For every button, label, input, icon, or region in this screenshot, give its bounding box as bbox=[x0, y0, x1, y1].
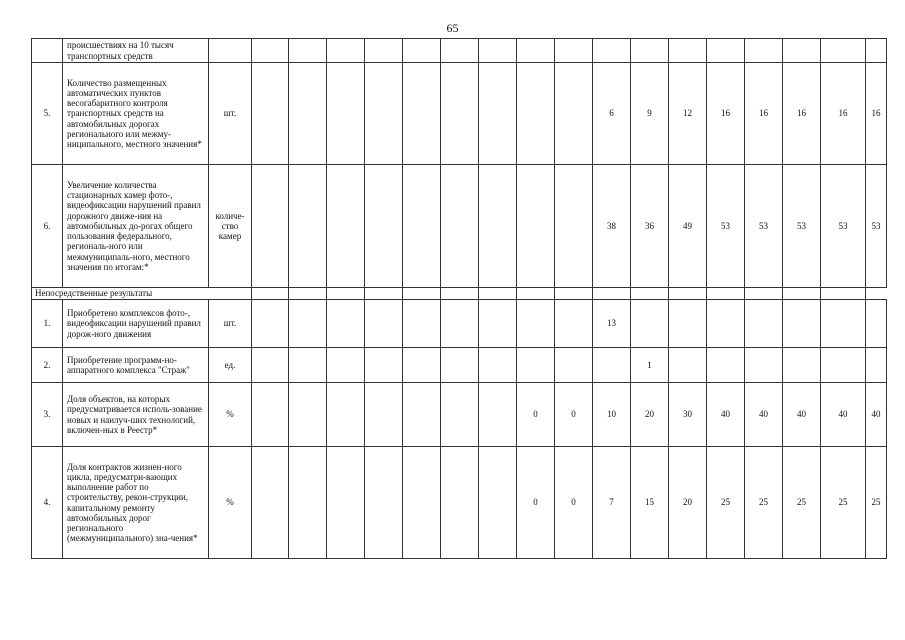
value-cell bbox=[517, 63, 555, 165]
value-cell: 25 bbox=[821, 447, 866, 559]
value-cell bbox=[365, 63, 403, 165]
value-cell bbox=[289, 300, 327, 348]
value-cell bbox=[403, 39, 441, 63]
value-cell: 13 bbox=[593, 300, 631, 348]
value-cell bbox=[479, 300, 517, 348]
value-cell: 53 bbox=[745, 165, 783, 288]
value-cell: 15 bbox=[631, 447, 669, 559]
value-cell bbox=[441, 39, 479, 63]
value-cell bbox=[517, 348, 555, 383]
value-cell bbox=[327, 165, 365, 288]
value-cell bbox=[479, 383, 517, 447]
value-cell: 7 bbox=[593, 447, 631, 559]
indicator-description: Доля объектов, на которых предусматривается исполь-зование новых и наилуч-ших технологий, включен-ных в Реестр* bbox=[63, 383, 209, 447]
value-cell bbox=[669, 39, 707, 63]
value-cell: 0 bbox=[555, 447, 593, 559]
value-cell bbox=[327, 300, 365, 348]
value-cell bbox=[479, 39, 517, 63]
table-row bbox=[32, 63, 887, 165]
value-cell bbox=[669, 300, 707, 348]
value-cell: 20 bbox=[631, 383, 669, 447]
value-cell bbox=[252, 63, 289, 165]
value-cell bbox=[631, 300, 669, 348]
value-cell: 20 bbox=[669, 447, 707, 559]
table-row bbox=[32, 39, 887, 63]
unit-cell: шт. bbox=[209, 63, 252, 165]
indicators-table bbox=[31, 38, 887, 559]
indicator-description: Количество размещенных автоматических пунктов весогабаритного контроля транспортных средств на автомобильных дорогах регионального или межму-ниципального, местного значения* bbox=[63, 63, 209, 165]
value-cell bbox=[707, 300, 745, 348]
value-cell bbox=[289, 165, 327, 288]
row-number: 1. bbox=[32, 300, 63, 348]
value-cell bbox=[365, 165, 403, 288]
value-cell bbox=[517, 300, 555, 348]
indicator-description: Приобретено комплексов фото-, видеофиксации нарушений правил дорож-ного движения bbox=[63, 300, 209, 348]
value-cell bbox=[441, 383, 479, 447]
unit-cell: % bbox=[209, 447, 252, 559]
value-cell: 25 bbox=[866, 447, 887, 559]
value-cell bbox=[555, 63, 593, 165]
row-number: 6. bbox=[32, 165, 63, 288]
value-cell bbox=[866, 39, 887, 63]
value-cell bbox=[289, 447, 327, 559]
value-cell: 1 bbox=[631, 348, 669, 383]
value-cell bbox=[365, 300, 403, 348]
value-cell bbox=[403, 383, 441, 447]
value-cell bbox=[631, 39, 669, 63]
value-cell bbox=[745, 348, 783, 383]
table-row bbox=[32, 300, 887, 348]
value-cell: 36 bbox=[631, 165, 669, 288]
section-label: Непосредственные результаты bbox=[32, 288, 252, 300]
value-cell bbox=[252, 383, 289, 447]
value-cell bbox=[441, 447, 479, 559]
value-cell bbox=[441, 165, 479, 288]
value-cell bbox=[821, 39, 866, 63]
value-cell bbox=[593, 39, 631, 63]
value-cell: 6 bbox=[593, 63, 631, 165]
table-body-top bbox=[32, 39, 887, 288]
value-cell bbox=[821, 348, 866, 383]
unit-cell: ед. bbox=[209, 348, 252, 383]
value-cell bbox=[252, 39, 289, 63]
table-row bbox=[32, 383, 887, 447]
value-cell bbox=[327, 383, 365, 447]
value-cell bbox=[289, 63, 327, 165]
value-cell: 40 bbox=[707, 383, 745, 447]
value-cell: 16 bbox=[821, 63, 866, 165]
value-cell: 49 bbox=[669, 165, 707, 288]
page-number: 65 bbox=[446, 21, 459, 35]
value-cell bbox=[289, 348, 327, 383]
value-cell: 40 bbox=[821, 383, 866, 447]
value-cell bbox=[289, 39, 327, 63]
value-cell bbox=[327, 63, 365, 165]
value-cell bbox=[479, 165, 517, 288]
unit-cell: количе-ство камер bbox=[209, 165, 252, 288]
value-cell bbox=[783, 348, 821, 383]
table-row bbox=[32, 165, 887, 288]
value-cell: 10 bbox=[593, 383, 631, 447]
value-cell bbox=[783, 39, 821, 63]
value-cell: 53 bbox=[866, 165, 887, 288]
value-cell bbox=[252, 447, 289, 559]
value-cell bbox=[403, 63, 441, 165]
value-cell bbox=[479, 348, 517, 383]
value-cell bbox=[707, 39, 745, 63]
value-cell: 0 bbox=[517, 383, 555, 447]
value-cell bbox=[403, 165, 441, 288]
indicator-description: происшествиях на 10 тысяч транспортных средств bbox=[63, 39, 209, 63]
indicator-description: Доля контрактов жизнен-ного цикла, предусматри-вающих выполнение работ по строительству, рекон-струкции, капитальному ремонту автомобильных дорог регионального (межмуниципального) зна-чения* bbox=[63, 447, 209, 559]
value-cell: 16 bbox=[866, 63, 887, 165]
row-number: 4. bbox=[32, 447, 63, 559]
value-cell bbox=[327, 39, 365, 63]
value-cell: 38 bbox=[593, 165, 631, 288]
row-number bbox=[32, 39, 63, 63]
indicator-description: Увеличение количества стационарных камер фото-, видеофиксации нарушений правил дорожного движе-ния на автомобильных до-рогах общего пользования федерального, региональ-ного или межмуниципаль-ного, местного значения по итогам:* bbox=[63, 165, 209, 288]
value-cell bbox=[441, 300, 479, 348]
value-cell bbox=[403, 348, 441, 383]
row-number: 5. bbox=[32, 63, 63, 165]
value-cell bbox=[555, 165, 593, 288]
value-cell: 53 bbox=[783, 165, 821, 288]
value-cell: 9 bbox=[631, 63, 669, 165]
value-cell: 25 bbox=[783, 447, 821, 559]
value-cell: 30 bbox=[669, 383, 707, 447]
value-cell bbox=[289, 383, 327, 447]
value-cell bbox=[866, 300, 887, 348]
value-cell: 25 bbox=[745, 447, 783, 559]
value-cell bbox=[403, 300, 441, 348]
value-cell bbox=[593, 348, 631, 383]
value-cell bbox=[365, 39, 403, 63]
value-cell bbox=[365, 383, 403, 447]
value-cell bbox=[555, 348, 593, 383]
value-cell: 12 bbox=[669, 63, 707, 165]
value-cell bbox=[441, 63, 479, 165]
unit-cell: шт. bbox=[209, 300, 252, 348]
value-cell bbox=[783, 300, 821, 348]
value-cell: 16 bbox=[745, 63, 783, 165]
value-cell: 40 bbox=[783, 383, 821, 447]
value-cell: 16 bbox=[783, 63, 821, 165]
section-row bbox=[32, 288, 887, 300]
value-cell bbox=[403, 447, 441, 559]
value-cell: 53 bbox=[707, 165, 745, 288]
table-body-bottom bbox=[32, 300, 887, 559]
value-cell bbox=[327, 348, 365, 383]
value-cell bbox=[517, 165, 555, 288]
value-cell bbox=[479, 447, 517, 559]
value-cell bbox=[441, 348, 479, 383]
value-cell bbox=[517, 39, 555, 63]
value-cell bbox=[745, 39, 783, 63]
value-cell bbox=[821, 300, 866, 348]
row-number: 3. bbox=[32, 383, 63, 447]
value-cell: 0 bbox=[555, 383, 593, 447]
value-cell: 16 bbox=[707, 63, 745, 165]
value-cell bbox=[479, 63, 517, 165]
value-cell bbox=[327, 447, 365, 559]
value-cell: 25 bbox=[707, 447, 745, 559]
value-cell: 40 bbox=[866, 383, 887, 447]
value-cell bbox=[555, 300, 593, 348]
value-cell bbox=[252, 165, 289, 288]
value-cell: 40 bbox=[745, 383, 783, 447]
unit-cell: % bbox=[209, 383, 252, 447]
value-cell bbox=[555, 39, 593, 63]
value-cell bbox=[745, 300, 783, 348]
value-cell bbox=[252, 348, 289, 383]
value-cell bbox=[866, 348, 887, 383]
value-cell: 0 bbox=[517, 447, 555, 559]
table-row bbox=[32, 348, 887, 383]
value-cell bbox=[365, 447, 403, 559]
value-cell: 53 bbox=[821, 165, 866, 288]
value-cell bbox=[669, 348, 707, 383]
value-cell bbox=[252, 300, 289, 348]
value-cell bbox=[707, 348, 745, 383]
indicator-description: Приобретение программ-но-аппаратного комплекса "Страж" bbox=[63, 348, 209, 383]
section-header-body bbox=[32, 288, 887, 300]
value-cell bbox=[365, 348, 403, 383]
table-row bbox=[32, 447, 887, 559]
row-number: 2. bbox=[32, 348, 63, 383]
unit-cell bbox=[209, 39, 252, 63]
